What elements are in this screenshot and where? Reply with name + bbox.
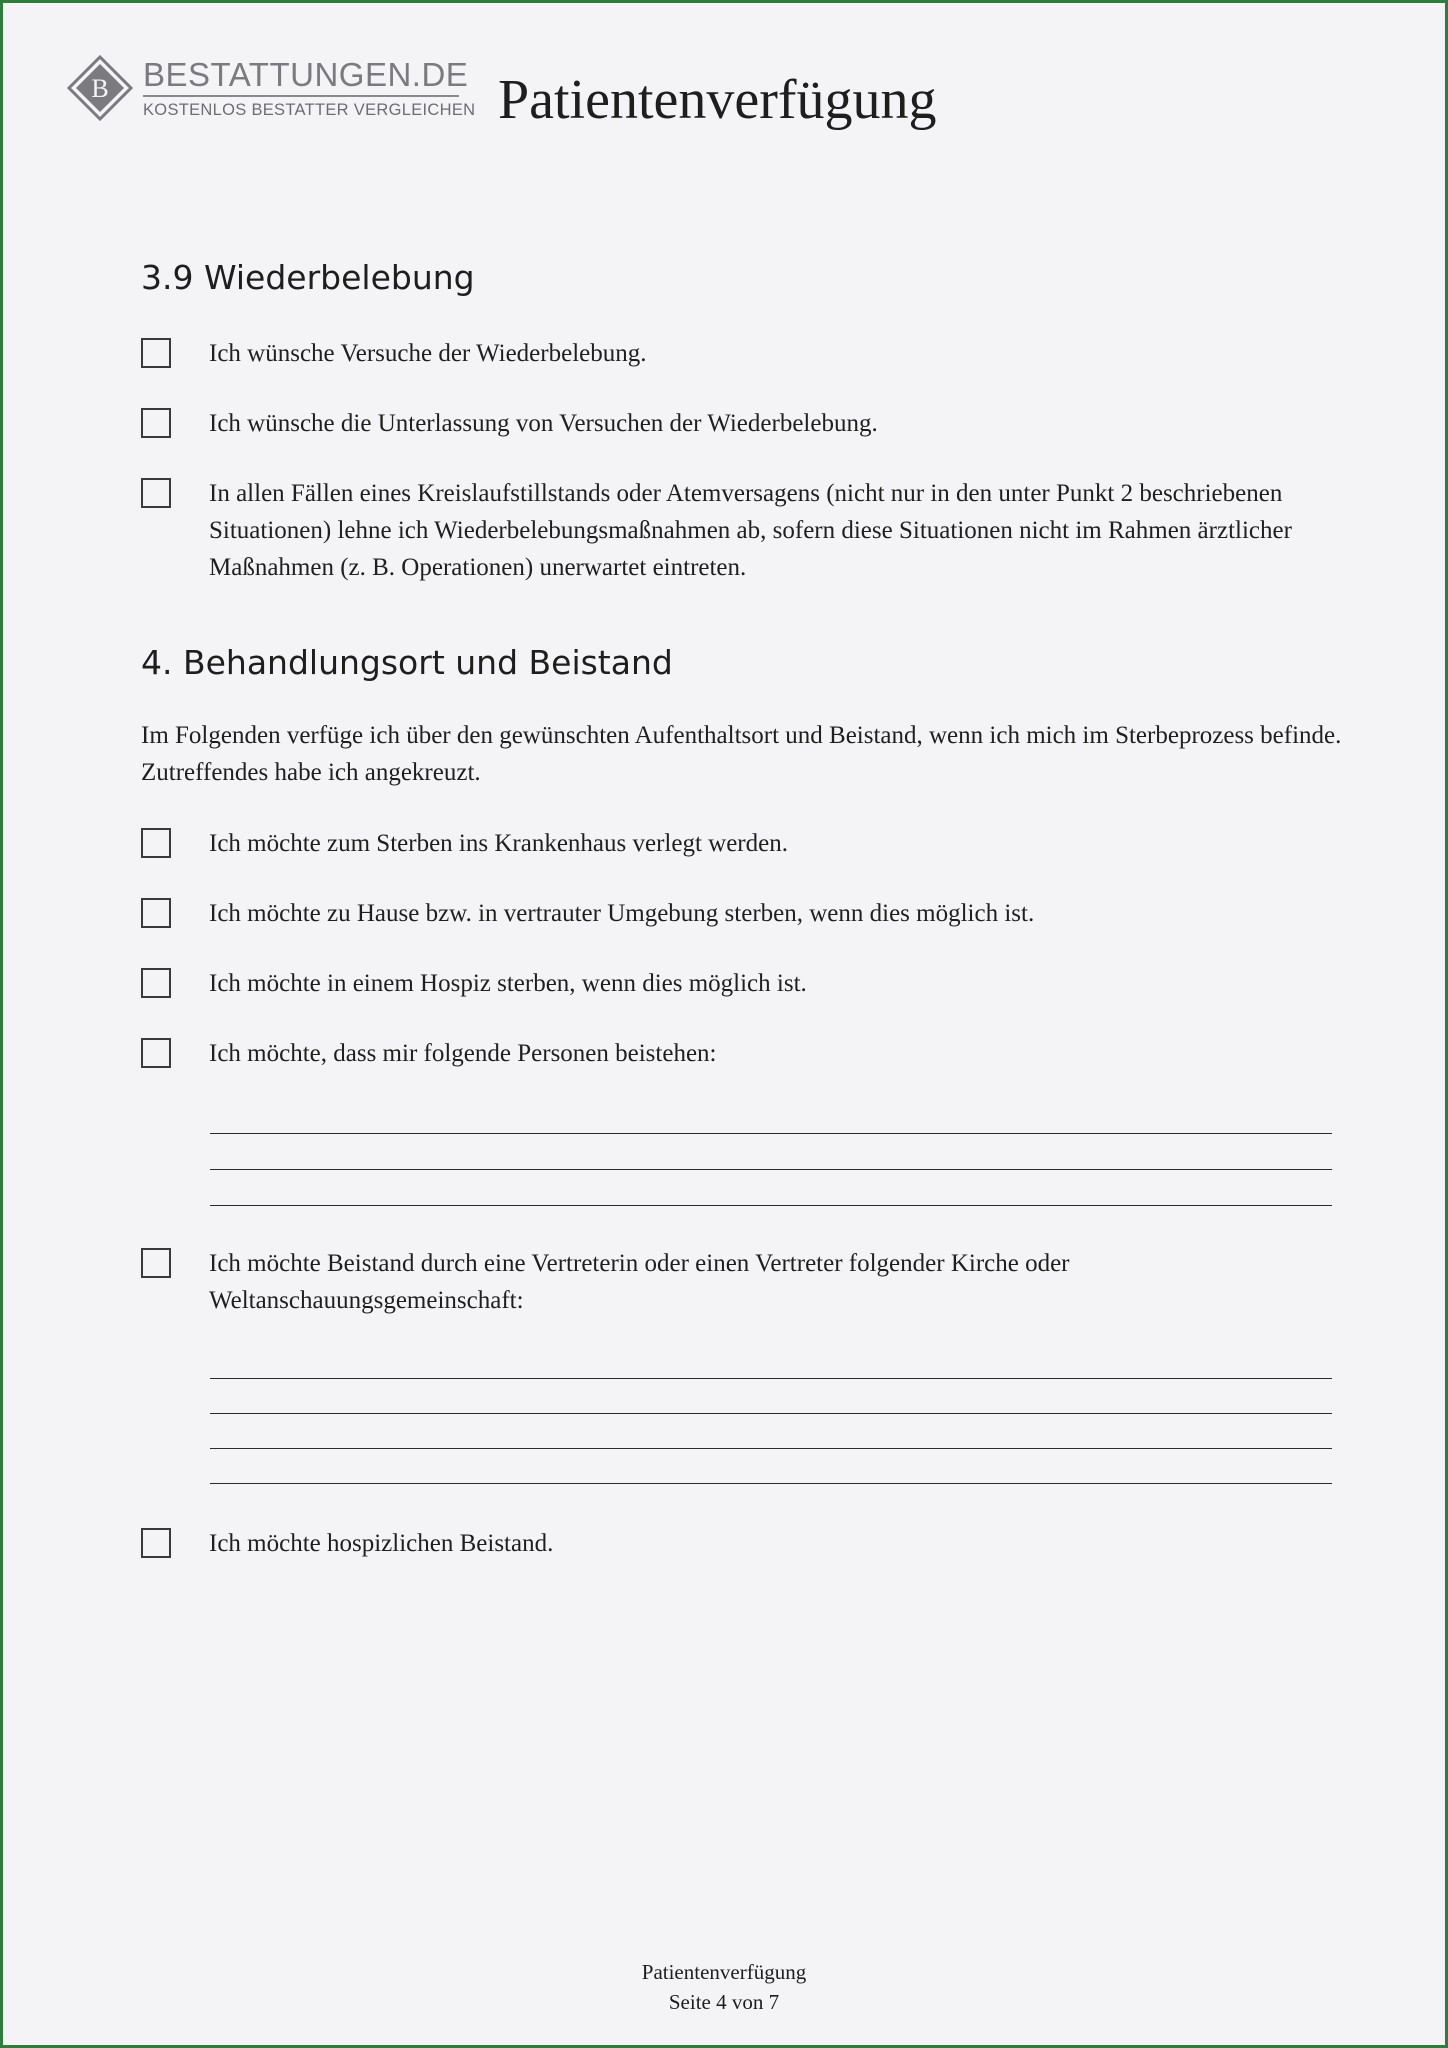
- option-label: Ich wünsche Versuche der Wiederbelebung.: [209, 340, 647, 367]
- option-label: Ich möchte, dass mir folgende Personen beistehen:: [209, 1040, 717, 1067]
- section-intro: Im Folgenden verfüge ich über den gewünschten Aufenthaltsort und Beistand, wenn ich mich im Sterbeprozess befinde. Zutreffendes habe ich angekreuzt.: [141, 722, 1342, 786]
- page-footer: [3, 1957, 1445, 2017]
- logo-divider: [143, 95, 459, 97]
- footer-title: Patientenverfügung: [641, 1960, 807, 1984]
- write-line[interactable]: [210, 1448, 1332, 1449]
- checkbox[interactable]: [141, 478, 171, 508]
- write-line[interactable]: [210, 1169, 1332, 1170]
- document-title: Patientenverfügung: [498, 69, 937, 131]
- checkbox[interactable]: [141, 1248, 171, 1278]
- write-line[interactable]: [210, 1133, 1332, 1134]
- option-label: Ich möchte in einem Hospiz sterben, wenn dies möglich ist.: [209, 970, 807, 997]
- section-heading-behandlungsort: 4. Behandlungsort und Beistand: [141, 643, 673, 682]
- section-heading-wiederbelebung: 3.9 Wiederbelebung: [141, 258, 475, 297]
- logo-tagline: KOSTENLOS BESTATTER VERGLEICHEN: [143, 100, 476, 119]
- logo-letter: B: [91, 74, 109, 103]
- checkbox[interactable]: [141, 968, 171, 998]
- checkbox[interactable]: [141, 828, 171, 858]
- option-label: Ich möchte zum Sterben ins Krankenhaus verlegt werden.: [209, 830, 788, 857]
- write-line[interactable]: [210, 1378, 1332, 1379]
- checkbox[interactable]: [141, 1528, 171, 1558]
- option-label: Ich möchte zu Hause bzw. in vertrauter Umgebung sterben, wenn dies möglich ist.: [209, 900, 1035, 927]
- checkbox[interactable]: [141, 338, 171, 368]
- page-number: Seite 4 von 7: [668, 1990, 780, 2014]
- write-line[interactable]: [210, 1205, 1332, 1206]
- option-label: Ich wünsche die Unterlassung von Versuchen der Wiederbelebung.: [209, 410, 878, 437]
- logo-diamond-icon: [67, 55, 133, 121]
- option-label: Ich möchte Beistand durch eine Vertreterin oder einen Vertreter folgender Kirche oder Weltanschauungsgemeinschaft:: [209, 1250, 1070, 1314]
- option-label: Ich möchte hospizlichen Beistand.: [209, 1530, 554, 1557]
- logo-name: BESTATTUNGEN.DE: [143, 55, 469, 93]
- write-line[interactable]: [210, 1413, 1332, 1414]
- logo: [67, 55, 475, 121]
- option-label: In allen Fällen eines Kreislaufstillstands oder Atemversagens (nicht nur in den unter Punkt 2 beschriebenen Situationen) lehne ich Wiederbelebungsmaßnahmen ab, sofern diese Situationen nicht im Rahmen ärztlicher Maßnahmen (z. B. Operationen) unerwartet eintreten.: [209, 480, 1292, 581]
- checkbox[interactable]: [141, 408, 171, 438]
- checkbox[interactable]: [141, 898, 171, 928]
- checkbox[interactable]: [141, 1038, 171, 1068]
- write-line[interactable]: [210, 1483, 1332, 1484]
